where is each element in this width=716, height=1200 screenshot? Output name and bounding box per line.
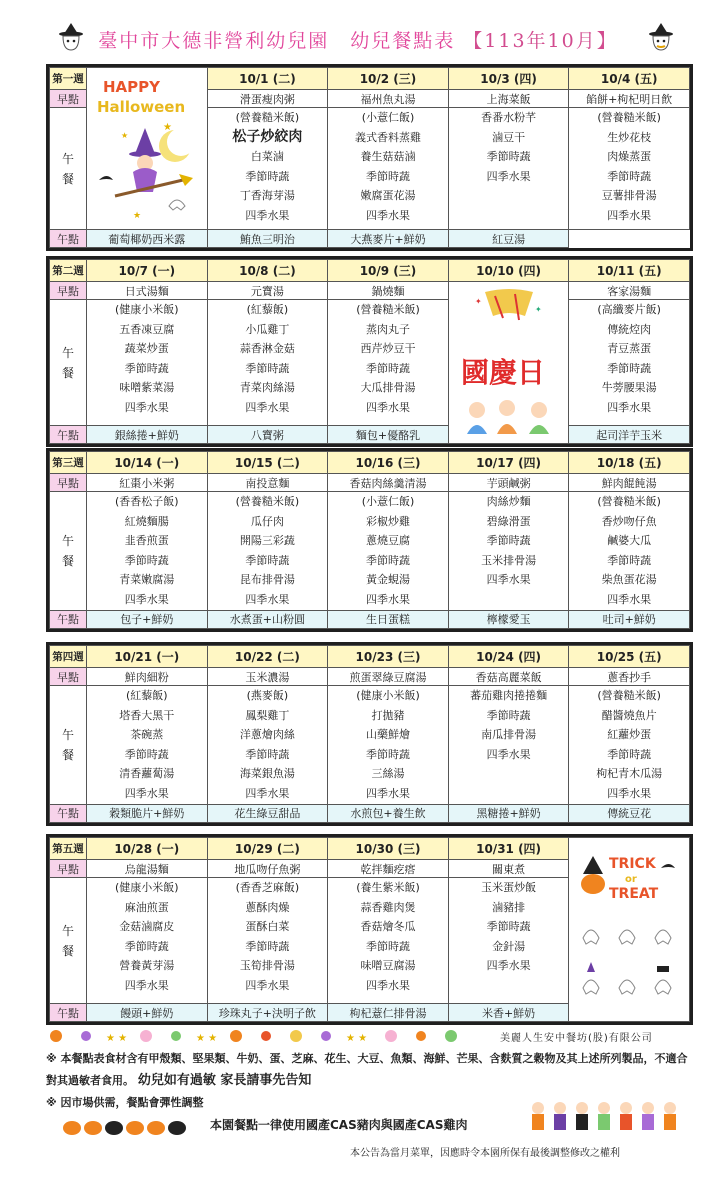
lunch-item <box>449 590 569 610</box>
lunch-item: 嫩腐蛋花湯 <box>360 189 416 203</box>
lunch-item: 季節時蔬 <box>486 708 531 722</box>
happy-halloween-art <box>87 68 208 230</box>
lunch-cell <box>207 686 328 805</box>
lunch-cell <box>569 300 690 426</box>
lunch-item: 滷豬排 <box>492 900 526 914</box>
snack-item: 黑糖捲+鮮奶 <box>448 804 569 822</box>
lunch-cell <box>207 108 328 230</box>
morning-label: 早點 <box>50 668 87 686</box>
snack-label: 午點 <box>50 230 87 248</box>
svg-text:✦: ✦ <box>474 297 482 306</box>
lunch-item: 四季水果 <box>245 786 290 800</box>
lunch-cell <box>207 492 328 611</box>
lunch-cell <box>87 300 208 426</box>
lunch-cell <box>328 300 449 426</box>
lunch-item <box>449 784 569 804</box>
snack-item: 大燕麥片+鮮奶 <box>328 230 449 248</box>
lunch-item: 季節時蔬 <box>486 150 531 164</box>
halloween-decoration-strip <box>46 1027 476 1045</box>
lunch-item: 白菜滷 <box>250 150 284 164</box>
lunch-cell <box>569 686 690 805</box>
svg-text:★ ★: ★ ★ <box>106 1033 128 1044</box>
ghost-witch-icon <box>646 22 676 52</box>
svg-text:HAPPY: HAPPY <box>102 78 160 96</box>
lunch-item: 四季水果 <box>245 400 290 414</box>
day-header: 10/15 (二) <box>207 452 328 474</box>
svg-text:or: or <box>625 874 637 885</box>
morning-item: 乾拌麵疙瘩 <box>328 860 449 878</box>
lunch-item: (紅藜飯) <box>126 689 168 702</box>
week-label: 第五週 <box>50 838 87 860</box>
morning-item: 香菇肉絲羹清湯 <box>328 474 449 492</box>
day-header: 10/14 (一) <box>87 452 208 474</box>
lunch-item: 韭香煎蛋 <box>124 534 169 548</box>
lunch-cell <box>328 878 449 1004</box>
week-label: 第四週 <box>50 646 87 668</box>
lunch-item: 枸杞青木瓜湯 <box>596 767 663 781</box>
lunch-item: 南瓜排骨湯 <box>481 728 537 742</box>
lunch-item: 西芹炒豆干 <box>360 342 416 356</box>
week-label: 第一週 <box>50 68 87 90</box>
lunch-item: 季節時蔬 <box>124 361 169 375</box>
day-header: 10/17 (四) <box>448 452 569 474</box>
svg-text:✦: ✦ <box>534 305 542 314</box>
lunch-item: 三絲湯 <box>371 767 405 781</box>
snack-item: 紅豆湯 <box>448 230 569 248</box>
lunch-item: (小薏仁飯) <box>361 111 415 124</box>
lunch-cell <box>448 878 569 1004</box>
lunch-cell <box>207 878 328 1004</box>
lunch-item: 醋醬燒魚片 <box>601 708 657 722</box>
morning-label: 早點 <box>50 90 87 108</box>
morning-item: 日式湯麵 <box>87 282 208 300</box>
lunch-item: 打拋豬 <box>371 708 405 722</box>
lunch-item: 丁香海芽湯 <box>239 189 295 203</box>
lunch-item: (健康小米飯) <box>356 689 420 702</box>
lunch-item: 季節時蔬 <box>365 939 410 953</box>
lunch-item: 鹹婆大瓜 <box>607 534 652 548</box>
lunch-item: 黃金蜆湯 <box>365 573 410 587</box>
lunch-item: (小薏仁飯) <box>361 495 415 508</box>
lunch-item: (高纖麥片飯) <box>597 303 661 316</box>
svg-text:Halloween: Halloween <box>96 98 185 116</box>
lunch-item: 季節時蔬 <box>124 747 169 761</box>
morning-item: 關東煮 <box>448 860 569 878</box>
morning-item: 玉米濃湯 <box>207 668 328 686</box>
lunch-item <box>449 764 569 784</box>
market-notice: ※ 因市場供需，餐點會彈性調整 <box>46 1096 204 1109</box>
lunch-cell <box>448 108 569 230</box>
lunch-item: 柴魚蛋花湯 <box>601 573 657 587</box>
lunch-item: 季節時蔬 <box>245 361 290 375</box>
lunch-item: 味噌豆腐湯 <box>360 959 416 973</box>
day-header: 10/1 (二) <box>207 68 328 90</box>
lunch-item: 金針湯 <box>492 939 526 953</box>
lunch-item: 四季水果 <box>245 592 290 606</box>
day-header: 10/7 (一) <box>87 260 208 282</box>
lunch-item: (營養糙米飯) <box>597 689 661 702</box>
snack-item: 八寶粥 <box>207 426 328 444</box>
lunch-item: 四季水果 <box>607 208 652 222</box>
day-header: 10/3 (四) <box>448 68 569 90</box>
lunch-item: 玉米蛋炒飯 <box>481 881 537 894</box>
lunch-item: 傳統焢肉 <box>607 322 652 336</box>
lunch-item: 大瓜排骨湯 <box>360 381 416 395</box>
lunch-item: (紅藜飯) <box>246 303 289 316</box>
lunch-item <box>449 976 569 996</box>
lunch-item: 松子炒絞肉 <box>232 128 303 145</box>
lunch-item: 蔬菜炒蛋 <box>124 342 169 356</box>
lunch-item: (營養糙米飯) <box>597 111 661 124</box>
day-header: 10/11 (五) <box>569 260 690 282</box>
day-header: 10/25 (五) <box>569 646 690 668</box>
lunch-item: 四季水果 <box>486 169 531 183</box>
lunch-label: 午 餐 <box>50 878 87 1004</box>
week-4-table <box>46 642 693 826</box>
lunch-item: (養生紫米飯) <box>356 881 420 894</box>
lunch-item: 四季水果 <box>486 747 531 761</box>
page-title <box>0 26 716 53</box>
snack-item: 水煎包+養生飲 <box>328 804 449 822</box>
week-3-table <box>46 448 693 632</box>
day-header: 10/22 (二) <box>207 646 328 668</box>
day-header: 10/23 (三) <box>328 646 449 668</box>
week-5-table <box>46 834 693 1025</box>
lunch-item: (燕麥飯) <box>246 689 289 702</box>
lunch-cell <box>87 492 208 611</box>
trick-or-treat-art <box>569 838 690 1022</box>
lunch-item: 金菇滷腐皮 <box>119 920 175 934</box>
snack-item: 米香+鮮奶 <box>448 1004 569 1022</box>
lunch-item: 蒸肉丸子 <box>365 322 410 336</box>
morning-item: 芋頭鹹粥 <box>448 474 569 492</box>
lunch-label: 午 餐 <box>50 300 87 426</box>
lunch-item: 義式香料蒸雞 <box>354 130 421 144</box>
morning-item: 上海菜飯 <box>448 90 569 108</box>
lunch-item: 季節時蔬 <box>486 920 531 934</box>
lunch-item: 玉筍排骨湯 <box>239 959 295 973</box>
lunch-item: (營養糙米飯) <box>235 111 300 124</box>
morning-item: 元寶湯 <box>207 282 328 300</box>
day-header: 10/21 (一) <box>87 646 208 668</box>
morning-item: 地瓜吻仔魚粥 <box>207 860 328 878</box>
lunch-item: 蒜香淋金菇 <box>239 342 295 356</box>
lunch-item: 塔香大黑干 <box>119 708 175 722</box>
lunch-item: 季節時蔬 <box>245 939 290 953</box>
costumed-kids-art <box>528 1098 688 1134</box>
lunch-cell <box>328 492 449 611</box>
lunch-item: 生炒花枝 <box>607 130 652 144</box>
lunch-item: 四季水果 <box>607 786 652 800</box>
snack-item: 起司洋芋玉米 <box>569 426 690 444</box>
morning-item: 南投意麵 <box>207 474 328 492</box>
lunch-item: 養生菇菇滷 <box>360 150 416 164</box>
lunch-item: (香香芝麻飯) <box>235 881 300 894</box>
lunch-item: 季節時蔬 <box>365 747 410 761</box>
day-header: 10/9 (三) <box>328 260 449 282</box>
snack-item: 花生綠豆甜品 <box>207 804 328 822</box>
lunch-item: 牛蒡腰果湯 <box>601 381 657 395</box>
lunch-item: 昆布排骨湯 <box>239 573 295 587</box>
lunch-cell <box>448 686 569 805</box>
allergy-text: ※ 本餐點表食材含有甲殼類、堅果類、牛奶、蛋、芝麻、花生、大豆、魚類、海鮮、芒果、含麩質之穀物及其上述所列製品，不適合對其過敏者食用。 <box>46 1052 688 1087</box>
day-header: 10/2 (三) <box>328 68 449 90</box>
lunch-item: 季節時蔬 <box>245 169 290 183</box>
day-header: 10/16 (三) <box>328 452 449 474</box>
lunch-item: 五香凍豆腐 <box>119 322 175 336</box>
day-header: 10/24 (四) <box>448 646 569 668</box>
lunch-item: 味噌紫菜湯 <box>119 381 175 395</box>
snack-item: 傳統豆花 <box>569 804 690 822</box>
snack-item: 包子+鮮奶 <box>87 610 208 628</box>
lunch-item: 季節時蔬 <box>365 169 410 183</box>
allergy-emphasis: 幼兒如有過敏 家長請事先告知 <box>137 1073 312 1088</box>
day-header: 10/28 (一) <box>87 838 208 860</box>
lunch-item: 四季水果 <box>365 978 410 992</box>
snack-label: 午點 <box>50 426 87 444</box>
morning-item: 客家湯麵 <box>569 282 690 300</box>
snack-item: 饅頭+鮮奶 <box>87 1004 208 1022</box>
lunch-item: 四季水果 <box>245 208 290 222</box>
lunch-item: 季節時蔬 <box>365 553 410 567</box>
lunch-cell <box>328 686 449 805</box>
lunch-item: 豆薯排骨湯 <box>601 189 657 203</box>
morning-item: 滑蛋瘦肉粥 <box>207 90 328 108</box>
lunch-item: 四季水果 <box>365 400 410 414</box>
snack-item: 葡萄椰奶西米露 <box>87 230 208 248</box>
lunch-item: 清香蘿蔔湯 <box>119 767 175 781</box>
lunch-item: 蔥燒豆腐 <box>365 534 410 548</box>
lunch-item: (健康小米飯) <box>115 303 179 316</box>
lunch-item: 瓜仔肉 <box>250 514 284 528</box>
morning-item: 鮮肉細粉 <box>87 668 208 686</box>
svg-text:★: ★ <box>120 131 128 140</box>
snack-item: 檸檬愛玉 <box>448 610 569 628</box>
lunch-item: 香菇燴冬瓜 <box>360 920 416 934</box>
lunch-item: (營養糙米飯) <box>597 495 661 508</box>
lunch-item: 香番水粉芊 <box>481 111 537 124</box>
snack-label: 午點 <box>50 804 87 822</box>
svg-text:★ ★: ★ ★ <box>346 1033 368 1044</box>
lunch-item: 季節時蔬 <box>124 553 169 567</box>
lunch-item: 小瓜雞丁 <box>245 322 290 336</box>
lunch-item <box>449 206 569 226</box>
day-header: 10/29 (二) <box>207 838 328 860</box>
svg-text:★ ★: ★ ★ <box>196 1033 218 1044</box>
lunch-item: 肉燥蒸蛋 <box>607 150 652 164</box>
lunch-item: 茶碗蒸 <box>130 728 164 742</box>
lunch-item: 季節時蔬 <box>245 747 290 761</box>
lunch-label: 午 餐 <box>50 492 87 611</box>
lunch-item: 香炒吻仔魚 <box>601 514 657 528</box>
lunch-item: 四季水果 <box>486 573 531 587</box>
morning-item: 煎蛋翠綠豆腐湯 <box>328 668 449 686</box>
lunch-item: 開陽三彩蔬 <box>239 534 295 548</box>
day-header: 10/30 (三) <box>328 838 449 860</box>
lunch-item: 季節時蔬 <box>607 361 652 375</box>
snack-item: 麵包+優酪乳 <box>328 426 449 444</box>
lunch-item: 四季水果 <box>124 592 169 606</box>
lunch-item: (營養糙米飯) <box>356 303 420 316</box>
lunch-cell <box>448 492 569 611</box>
morning-label: 早點 <box>50 474 87 492</box>
title-semester: 【113年10月】 <box>463 30 618 52</box>
morning-label: 早點 <box>50 282 87 300</box>
lunch-cell <box>569 108 690 230</box>
day-header: 10/18 (五) <box>569 452 690 474</box>
lunch-item: 季節時蔬 <box>245 553 290 567</box>
lunch-item: 四季水果 <box>124 786 169 800</box>
lunch-item: 紅燒麵腸 <box>124 514 169 528</box>
lunch-item: 營養黃芽湯 <box>119 959 175 973</box>
lunch-item: 海菜銀魚湯 <box>239 767 295 781</box>
lunch-item: 季節時蔬 <box>607 553 652 567</box>
morning-label: 早點 <box>50 860 87 878</box>
lunch-item: 四季水果 <box>607 400 652 414</box>
lunch-item: 麻油煎蛋 <box>124 900 169 914</box>
lunch-item: 季節時蔬 <box>607 169 652 183</box>
morning-item: 香菇高麗菜飯 <box>448 668 569 686</box>
lunch-item: 季節時蔬 <box>124 939 169 953</box>
morning-item: 鍋燒麵 <box>328 282 449 300</box>
lunch-item: 紅蘿炒蛋 <box>607 728 652 742</box>
snack-label: 午點 <box>50 1004 87 1022</box>
lunch-cell <box>87 878 208 1004</box>
lunch-item: 玉米排骨湯 <box>481 553 537 567</box>
snack-item: 枸杞薏仁排骨湯 <box>328 1004 449 1022</box>
day-header: 10/4 (五) <box>569 68 690 90</box>
snack-item: 吐司+鮮奶 <box>569 610 690 628</box>
lunch-item: 四季水果 <box>607 592 652 606</box>
lunch-item: 蛋酥白菜 <box>245 920 290 934</box>
morning-item: 蔥香抄手 <box>569 668 690 686</box>
morning-item: 餡餅+枸杞明日飲 <box>569 90 690 108</box>
lunch-label: 午 餐 <box>50 108 87 230</box>
lunch-item: 彩椒炒雞 <box>365 514 410 528</box>
lunch-cell <box>569 492 690 611</box>
allergy-notice <box>46 1048 696 1092</box>
svg-text:TREAT: TREAT <box>609 886 659 902</box>
lunch-item: (香香松子飯) <box>115 495 179 508</box>
national-day-text: 國慶日 <box>460 356 545 389</box>
morning-item: 紅棗小米粥 <box>87 474 208 492</box>
snack-item: 生日蛋糕 <box>328 610 449 628</box>
lunch-item: 青豆蒸蛋 <box>607 342 652 356</box>
lunch-item: (健康小米飯) <box>115 881 179 894</box>
lunch-item: 蔥酥肉燥 <box>245 900 290 914</box>
svg-text:★: ★ <box>162 122 172 133</box>
week-2-table <box>46 256 693 447</box>
lunch-label: 午 餐 <box>50 686 87 805</box>
snack-label: 午點 <box>50 610 87 628</box>
svg-text:TRICK: TRICK <box>609 856 656 872</box>
lunch-cell <box>328 108 449 230</box>
lunch-item: 四季水果 <box>365 208 410 222</box>
lunch-item: 青菜肉絲湯 <box>239 381 295 395</box>
lunch-item: 四季水果 <box>486 959 531 973</box>
day-header: 10/31 (四) <box>448 838 569 860</box>
week-1-table <box>46 64 693 251</box>
title-main: 臺中市大德非營利幼兒園 幼兒餐點表 <box>98 30 456 52</box>
svg-text:★: ★ <box>132 211 141 221</box>
pumpkin-row-icon <box>62 1116 190 1136</box>
lunch-item <box>449 186 569 206</box>
morning-item: 烏龍湯麵 <box>87 860 208 878</box>
lunch-item: 滷豆干 <box>492 130 526 144</box>
lunch-item: (營養糙米飯) <box>235 495 300 508</box>
lunch-item: 山藥鮮燴 <box>365 728 410 742</box>
snack-item: 珍珠丸子+決明子飲 <box>207 1004 328 1022</box>
lunch-item: 青菜嫩腐湯 <box>119 573 175 587</box>
lunch-item: 肉絲炒麵 <box>486 495 531 508</box>
morning-item: 福州魚丸湯 <box>328 90 449 108</box>
lunch-item: 鳳梨雞丁 <box>245 708 290 722</box>
day-header: 10/8 (二) <box>207 260 328 282</box>
lunch-cell <box>207 300 328 426</box>
lunch-item: 季節時蔬 <box>607 747 652 761</box>
snack-item: 鮪魚三明治 <box>207 230 328 248</box>
lunch-item: 洋蔥燴肉絲 <box>239 728 295 742</box>
snack-item: 穀類脆片+鮮奶 <box>87 804 208 822</box>
lunch-cell <box>87 686 208 805</box>
day-header: 10/10 (四) <box>448 260 569 282</box>
snack-item: 銀絲捲+鮮奶 <box>87 426 208 444</box>
snack-item: 水煮蛋+山粉圓 <box>207 610 328 628</box>
lunch-item: 四季水果 <box>124 400 169 414</box>
lunch-item: 四季水果 <box>365 786 410 800</box>
lunch-item: 蒜香雞肉煲 <box>360 900 416 914</box>
lunch-item: 蕃茄雞肉捲捲麵 <box>470 689 548 702</box>
lunch-item: 四季水果 <box>245 978 290 992</box>
lunch-item: 季節時蔬 <box>486 534 531 548</box>
cas-meat-notice: 本園餐點一律使用國產CAS豬肉與國產CAS雞肉 <box>210 1118 468 1132</box>
company-name: 美麗人生安中餐坊(股)有限公司 <box>500 1033 653 1044</box>
morning-item: 鮮肉餛飩湯 <box>569 474 690 492</box>
lunch-item: 季節時蔬 <box>365 361 410 375</box>
lunch-item: 四季水果 <box>365 592 410 606</box>
lunch-item: 四季水果 <box>124 978 169 992</box>
revision-notice: 本公告為當月菜單，因應時令本園所保有最後調整修改之權利 <box>350 1148 620 1159</box>
week-label: 第三週 <box>50 452 87 474</box>
lunch-item: 碧綠滑蛋 <box>486 514 531 528</box>
national-day-art <box>448 282 569 444</box>
week-label: 第二週 <box>50 260 87 282</box>
